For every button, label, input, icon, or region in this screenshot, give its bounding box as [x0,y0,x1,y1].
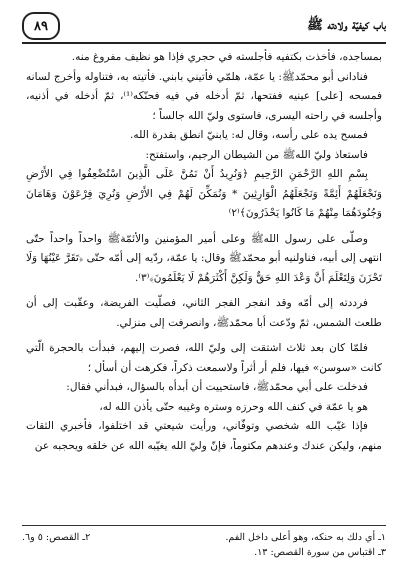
paragraph: بمساجده، فأخذت بكتفيه فأجلسته في حجري فإذا هو نظيف مفروغ منه. [71,51,382,63]
footnotes [22,525,386,560]
paragraph: فمسح يده على رأسه، وقال له: يابنيّ انطق بقدرة الله. [130,129,368,141]
main-text [26,48,382,456]
footnote-2: ٢ـ القصص: ٥ و٦. [22,532,91,543]
paragraph: فنادانى أبو محمّدﷺ: يا عمّة، هلمّي فأتيني بابني. فأتيته به، فتناوله وأخرج لسانه فمسحه [على] عينيه ففتحها، ثمّ أدخله في فيه فحنّكه⁽¹⁾، ثمّ أدخله في أذنيه، وأجلسه في راحته اليسرى، فاستوى وليّ الله جالساً ؛ [26,70,383,122]
footnote-divider [22,525,386,526]
page-number: ٨٩ [22,12,60,40]
quran-verse: بِسْمِ اللهِ الرَّحْمَنِ الرَّحِيمِ ﴿وَنُرِيدُ أَنْ نَمُنَّ عَلَى الَّذِينَ اسْتُضْعِفُوا فِي الأَرْضِ وَنَجْعَلَهُمْ أَئِمَّةً وَنَجْعَلَهُمُ الْوَارِثِينَ * وَنُمَكِّنَ لَهُمْ فِي الأَرْضِ وَنُرِيَ فِرْعَوْنَ وَهَامَانَ وَجُنُودَهُمَا مِنْهُمْ مَا كَانُوا يَحْذَرُونَ﴾⁽٢⁾ [26,168,382,219]
footnote-1: ١ـ أي دلك به حنكه، وهو أعلى داخل الفم. [225,532,386,543]
footnote-3: ٣ـ اقتباس من سورة القصص: ١٣. [254,547,386,558]
paragraph: فدخلت على أبي محمّدﷺ، فاستحييت أن أبدأه بالسؤال، فبدأني فقال: [66,381,368,393]
paragraph: فاستعاذ وليّ اللهﷺ من الشيطان الرجيم، واستفتح: [145,148,368,161]
paragraph: وصلّى على رسول اللهﷺ وعلى أمير المؤمنين والأئمّةﷺ واحداً واحداً حتّى انتهى إلى أبيه، فناولنيه أبو محمّدﷺ وقال: يا عمّة، ردّيه إلى أمّه حتّى ﴿تَقَرَّ عَيْنُهَا وَلَا تَحْزَنَ وَلِتَعْلَمَ أَنَّ وَعْدَ اللهِ حَقٌّ وَلَكِنَّ أَكْثَرَهُمْ لَا يَعْلَمُونَ﴾⁽٣⁾. [26,232,382,284]
chapter-title: باب كيفيّة ولادته ﷺ [307,17,386,33]
paragraph: هو يا عمّة في كنف الله وحرزه وستره وغيبه حتّى يأذن الله له، [99,400,368,413]
paragraph: فلمّا كان بعد ثلاث اشتقت إلى وليّ الله، فصرت إليهم، فبدأت بالحجرة الّتي كانت «سوسن» فيها، فلم أر أثراً ولاسمعت ذكراً، فكرهت أن أسأل ؛ [26,342,382,374]
page-header [22,10,386,44]
paragraph: فرددته إلى أمّه وقد انفجر الفجر الثاني، فصلّيت الفريضة، وعقّبت إلى أن طلعت الشمس، ثمّ ودّعت أبا محمّدﷺ، وانصرفت إلى منزلي. [26,297,382,329]
paragraph: فإذا غيّب الله شخصي وتوفّاني، ورأيت شيعتي قد اختلفوا، فأخبري الثقات منهم، وليكن عندك وعندهم مكتوماً، فإنّ وليّ الله يغيّبه الله عن خلقه ويحجبه عن [26,420,382,452]
